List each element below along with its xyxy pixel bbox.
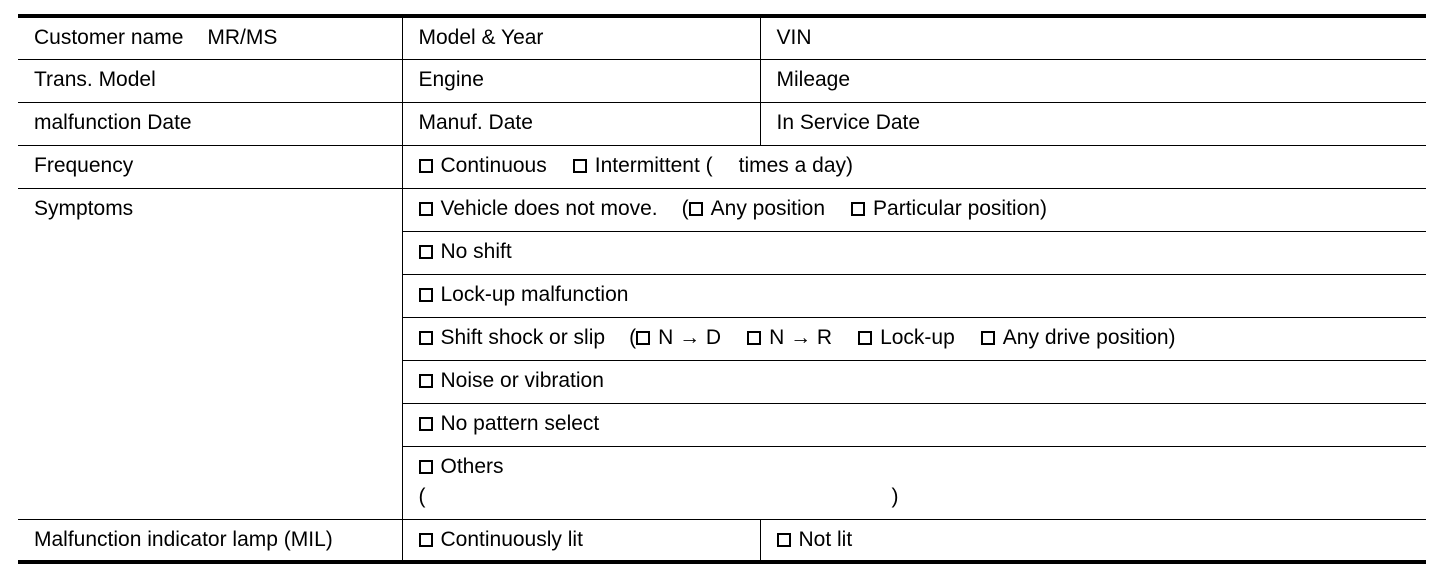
customer-name-cell[interactable]	[18, 16, 402, 59]
trans-model-label: Trans. Model	[34, 67, 156, 91]
not-lit-checkbox[interactable]	[777, 533, 791, 547]
any-drive-position-checkbox[interactable]	[981, 331, 995, 345]
row-trans	[18, 59, 1426, 102]
vin-label: VIN	[776, 26, 812, 49]
customer-problem-form	[18, 14, 1426, 564]
row-dates	[18, 102, 1426, 145]
continuous-label: Continuous	[440, 153, 547, 177]
open-paren: (	[681, 196, 689, 220]
model-year-label: Model & Year	[418, 26, 544, 49]
shift-shock-label: Shift shock or slip	[440, 325, 606, 349]
row-customer	[18, 16, 1426, 59]
symptom-vehicle-cell	[402, 188, 1426, 231]
lock-up-checkbox[interactable]	[858, 331, 872, 345]
n-to-d-label: N → D	[658, 325, 722, 349]
vin-cell[interactable]	[760, 16, 1426, 59]
manuf-date-cell[interactable]	[402, 102, 760, 145]
engine-cell[interactable]	[402, 59, 760, 102]
others-label: Others	[440, 454, 504, 478]
symptom-others-cell	[402, 446, 1426, 519]
row-symptom-1	[18, 188, 1426, 231]
frequency-label-cell	[18, 145, 402, 188]
intermittent-checkbox[interactable]	[573, 159, 587, 173]
others-close-paren: )	[891, 484, 899, 508]
no-shift-checkbox[interactable]	[419, 245, 433, 259]
vehicle-does-not-move-checkbox[interactable]	[419, 202, 433, 216]
customer-name-label: Customer name	[34, 26, 184, 49]
mil-label: Malfunction indicator lamp (MIL)	[34, 527, 333, 551]
customer-title: MR/MS	[207, 26, 278, 49]
no-shift-label: No shift	[440, 239, 512, 263]
n-to-r-checkbox[interactable]	[747, 331, 761, 345]
any-drive-position-label: Any drive position)	[1002, 325, 1176, 349]
vehicle-does-not-move-label: Vehicle does not move.	[440, 196, 658, 220]
symptom-lockup-cell	[402, 274, 1426, 317]
symptoms-label-cell	[18, 188, 402, 519]
n-to-d-checkbox[interactable]	[636, 331, 650, 345]
continuous-checkbox[interactable]	[419, 159, 433, 173]
lockup-malfunction-checkbox[interactable]	[419, 288, 433, 302]
any-position-checkbox[interactable]	[689, 202, 703, 216]
shift-shock-checkbox[interactable]	[419, 331, 433, 345]
noise-vibration-label: Noise or vibration	[440, 368, 604, 392]
not-lit-label: Not lit	[798, 527, 853, 551]
lock-up-label: Lock-up	[880, 325, 955, 349]
not-lit-cell	[760, 519, 1426, 562]
symptom-no-shift-cell	[402, 231, 1426, 274]
continuously-lit-cell	[402, 519, 760, 562]
others-open-paren: (	[418, 484, 426, 508]
no-pattern-select-checkbox[interactable]	[419, 417, 433, 431]
no-pattern-select-label: No pattern select	[440, 411, 600, 435]
in-service-date-label: In Service Date	[776, 110, 921, 134]
others-line	[419, 455, 1427, 479]
symptom-no-pattern-cell	[402, 403, 1426, 446]
particular-position-label: Particular position)	[873, 196, 1047, 220]
intermittent-label: Intermittent (	[594, 153, 713, 177]
model-year-cell[interactable]	[402, 16, 760, 59]
others-detail-field[interactable]	[419, 485, 899, 509]
in-service-date-cell[interactable]	[760, 102, 1426, 145]
malfunction-date-cell[interactable]	[18, 102, 402, 145]
symptom-shift-shock-cell	[402, 317, 1426, 360]
trans-model-cell[interactable]	[18, 59, 402, 102]
continuously-lit-checkbox[interactable]	[419, 533, 433, 547]
frequency-label: Frequency	[34, 153, 134, 177]
lockup-malfunction-label: Lock-up malfunction	[440, 282, 629, 306]
continuously-lit-label: Continuously lit	[440, 527, 583, 551]
n-to-r-label: N → R	[769, 325, 833, 349]
mileage-cell[interactable]	[760, 59, 1426, 102]
row-frequency	[18, 145, 1426, 188]
any-position-label: Any position	[710, 196, 826, 220]
mileage-label: Mileage	[776, 67, 851, 91]
symptom-noise-cell	[402, 360, 1426, 403]
particular-position-checkbox[interactable]	[851, 202, 865, 216]
engine-label: Engine	[418, 67, 484, 91]
manuf-date-label: Manuf. Date	[418, 110, 533, 134]
mil-label-cell	[18, 519, 402, 562]
noise-vibration-checkbox[interactable]	[419, 374, 433, 388]
others-checkbox[interactable]	[419, 460, 433, 474]
malfunction-date-label: malfunction Date	[34, 110, 192, 134]
symptoms-label: Symptoms	[34, 196, 134, 220]
frequency-options-cell	[402, 145, 1426, 188]
times-a-day-label: times a day)	[738, 153, 853, 177]
shift-open-paren: (	[629, 325, 637, 349]
row-mil	[18, 519, 1426, 562]
